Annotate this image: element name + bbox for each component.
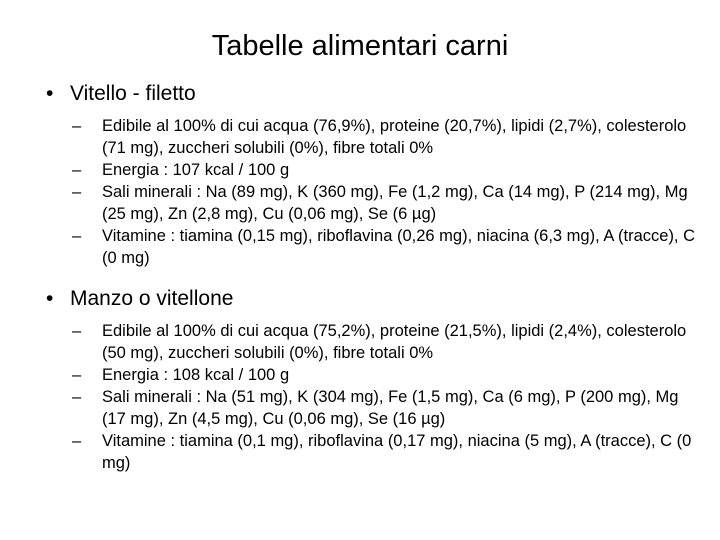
list-item — [72, 225, 696, 269]
dash-marker: – — [72, 322, 82, 340]
dash-marker: – — [72, 117, 82, 135]
dash-marker: – — [72, 432, 82, 450]
sub-list — [72, 320, 696, 474]
section-vitello — [46, 81, 696, 269]
slide-title: Tabelle alimentari carni — [211, 30, 509, 62]
dash-marker: – — [72, 366, 82, 384]
list-item — [72, 181, 696, 225]
section-heading: Manzo o vitellone — [70, 287, 234, 310]
list-item — [72, 159, 696, 181]
dash-marker: – — [72, 161, 82, 179]
dash-marker: – — [72, 183, 82, 201]
list-item — [72, 115, 696, 159]
list-item-text: Vitamine : tiamina (0,15 mg), riboflavina (0,26 mg), niacina (6,3 mg), A (tracce), C (0 mg) — [102, 227, 696, 267]
section-heading-row — [46, 286, 696, 312]
list-item-text: Sali minerali : Na (51 mg), K (304 mg), Fe (1,5 mg), Ca (6 mg), P (200 mg), Mg (17 mg), Zn (4,5 mg), Cu (0,06 mg), Se (16 µg) — [102, 388, 679, 428]
list-item-text: Edibile al 100% di cui acqua (76,9%), proteine (20,7%), lipidi (2,7%), colesterolo (71 mg), zuccheri solubili (0%), fibre totali 0% — [102, 117, 687, 157]
list-item-text: Edibile al 100% di cui acqua (75,2%), proteine (21,5%), lipidi (2,4%), colesterolo (50 mg), zuccheri solubili (0%), fibre totali 0% — [102, 322, 687, 362]
list-item — [72, 364, 696, 386]
sub-list — [72, 115, 696, 269]
list-item-text: Sali minerali : Na (89 mg), K (360 mg), Fe (1,2 mg), Ca (14 mg), P (214 mg), Mg (25 mg), Zn (2,8 mg), Cu (0,06 mg), Se (6 µg) — [102, 183, 688, 223]
list-item — [72, 430, 696, 474]
list-item-text: Energia : 108 kcal / 100 g — [102, 366, 290, 384]
list-item-text: Vitamine : tiamina (0,1 mg), riboflavina (0,17 mg), niacina (5 mg), A (tracce), C (0 mg) — [102, 432, 692, 472]
bullet-marker: • — [46, 287, 54, 310]
section-heading: Vitello - filetto — [70, 82, 196, 105]
dash-marker: – — [72, 227, 82, 245]
list-item — [72, 320, 696, 364]
list-item — [72, 386, 696, 430]
section-heading-row — [46, 81, 696, 107]
dash-marker: – — [72, 388, 82, 406]
bullet-marker: • — [46, 82, 54, 105]
list-item-text: Energia : 107 kcal / 100 g — [102, 161, 290, 179]
section-manzo — [46, 286, 696, 474]
